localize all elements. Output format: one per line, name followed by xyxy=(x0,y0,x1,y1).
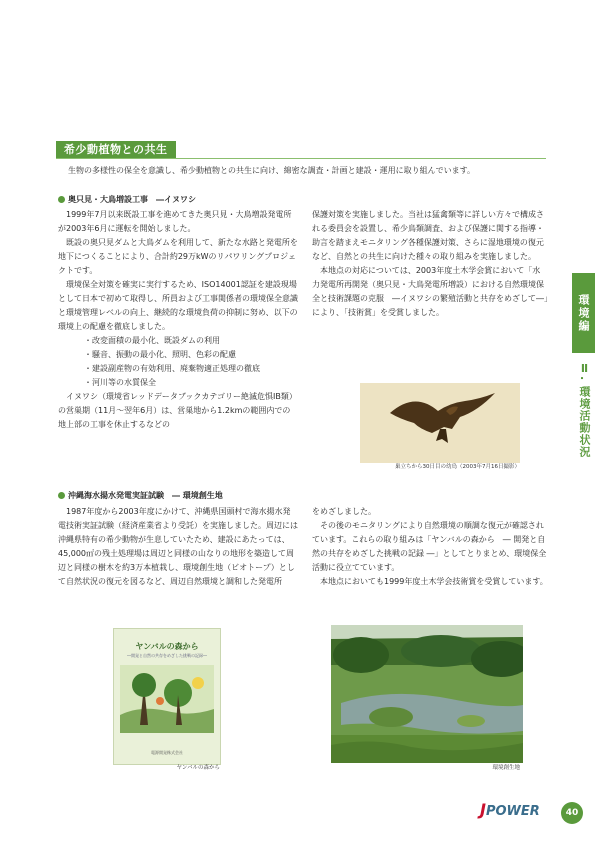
book-caption: ヤンバルの森から xyxy=(176,765,220,771)
sidebar-tab-environment: 環境編 xyxy=(572,273,595,353)
paragraph: をめざしました。 xyxy=(312,507,376,516)
measures-list xyxy=(58,334,298,390)
paragraph: 既設の奥只見ダムと大鳥ダムを利用して、新たな水路と発電所を地下につくることにより、合計約29万kWのリパワリングプロジェクトです。 xyxy=(58,238,298,275)
eagle-photo-caption: 巣立ちから30日目の幼鳥（2003年7月16日撮影） xyxy=(395,464,520,470)
part2-heading: 沖縄海水揚水発電実証試験 ― 環境創生地 xyxy=(58,489,223,502)
section-divider xyxy=(56,158,546,159)
biotope-photo xyxy=(331,625,523,763)
part1-col2 xyxy=(312,208,548,320)
paragraph: 環境保全対策を確実に実行するため、ISO14001認証を建設現場として日本で初めて取得し、所員および工事関係者の環境保全意識と環境管理レベルの向上、継続的な環境負荷の抑制に努め、以下の環境上の配慮を徹底しました。 xyxy=(58,280,298,331)
list-item: ・ 騒音、振動の最小化、照明、色彩の配慮 xyxy=(58,348,298,362)
part1-col1 xyxy=(58,208,298,432)
book-illustration xyxy=(120,665,214,733)
section-title: 希少動植物との共生 xyxy=(56,141,176,158)
section-lead: 生物の多様性の保全を意識し、希少動植物との共生に向け、綿密な調査・計画と建設・運用に取り組んでいます。 xyxy=(68,166,476,175)
part1-heading: 奥只見・大鳥増設工事 ―イヌワシ xyxy=(58,193,196,206)
biotope-photo-caption: 環境創生地 xyxy=(492,765,520,771)
book-cover xyxy=(113,628,221,765)
paragraph: 1999年7月以来既設工事を進めてきた奥只見・大鳥増設発電所が2003年6月に運転を開始しました。 xyxy=(58,210,292,233)
part2-col1 xyxy=(58,505,298,589)
book-publisher: 電源開発株式会社 xyxy=(151,750,183,755)
book-subtitle: ―開発と自然の共存をめざした挑戦の記録― xyxy=(127,653,207,658)
paragraph: イヌワシ（環境省レッドデータブックカテゴリー絶滅危惧ⅠB類）の営巣期（11月～翌年6月）は、営巣地から1.2kmの範囲内での地上部の工事を休止するなどの xyxy=(58,392,297,429)
book-title: ヤンバルの森から xyxy=(135,642,199,651)
part2-col2 xyxy=(312,505,548,589)
paragraph: 本地点の対応については、2003年度土木学会賞において「水力発電所再開発（奥只見・大鳥発電所増設）における自然環境保全と技術課題の克服 ―イヌワシの繁殖活動と共存をめざして―」により、「技術賞」を受賞しました。 xyxy=(312,266,548,317)
paragraph: 本地点においても1999年度土木学会技術賞を受賞しています。 xyxy=(320,577,548,586)
paragraph: その後のモニタリングにより自然環境の順調な復元が確認されています。これらの取り組みは「ヤンバルの森から ― 開発と自然の共存をめざした挑戦の記録 ―」としてとりまとめ、環境保全活動に役立てています。 xyxy=(312,521,547,572)
eagle-illustration xyxy=(360,383,520,463)
page-number: 40 xyxy=(561,802,583,824)
bullet-dot-icon xyxy=(58,492,65,499)
list-item: ・ 改変面積の最小化、既設ダムの利用 xyxy=(58,334,298,348)
list-item: ・ 河川等の水質保全 xyxy=(58,376,298,390)
eagle-photo xyxy=(360,383,520,463)
paragraph: 保護対策を実施しました。当社は猛禽類等に詳しい方々で構成される委員会を設置し、希少鳥類調査、および保護に関する指導・助言を踏まえモニタリング各種保護対策、さらに湿地環境の復元など、自然との共生に向けた種々の取り組みを実施しました。 xyxy=(312,210,544,261)
sidebar-chapter-title: Ⅱ. 環境活動状況 xyxy=(578,362,591,459)
bullet-dot-icon xyxy=(58,196,65,203)
list-item: ・ 建設副産物の有効利用、廃棄物適正処理の徹底 xyxy=(58,362,298,376)
paragraph: 1987年度から2003年度にかけて、沖縄県国頭村で海水揚水発電技術実証試験（経済産業省より受託）を実施しました。周辺には沖縄県特有の希少動物が生息していたため、建設にあたっては、45,000㎡の残土処理場は周辺と同様の山なりの地形を築造して周辺と同様の樹木を約3万本植栽し、環境創生地（ビオトープ）として自然状況の復元を図るなど、周辺自然環境と調和した発電所 xyxy=(58,507,298,586)
jpower-logo: JPOWER xyxy=(480,800,540,819)
